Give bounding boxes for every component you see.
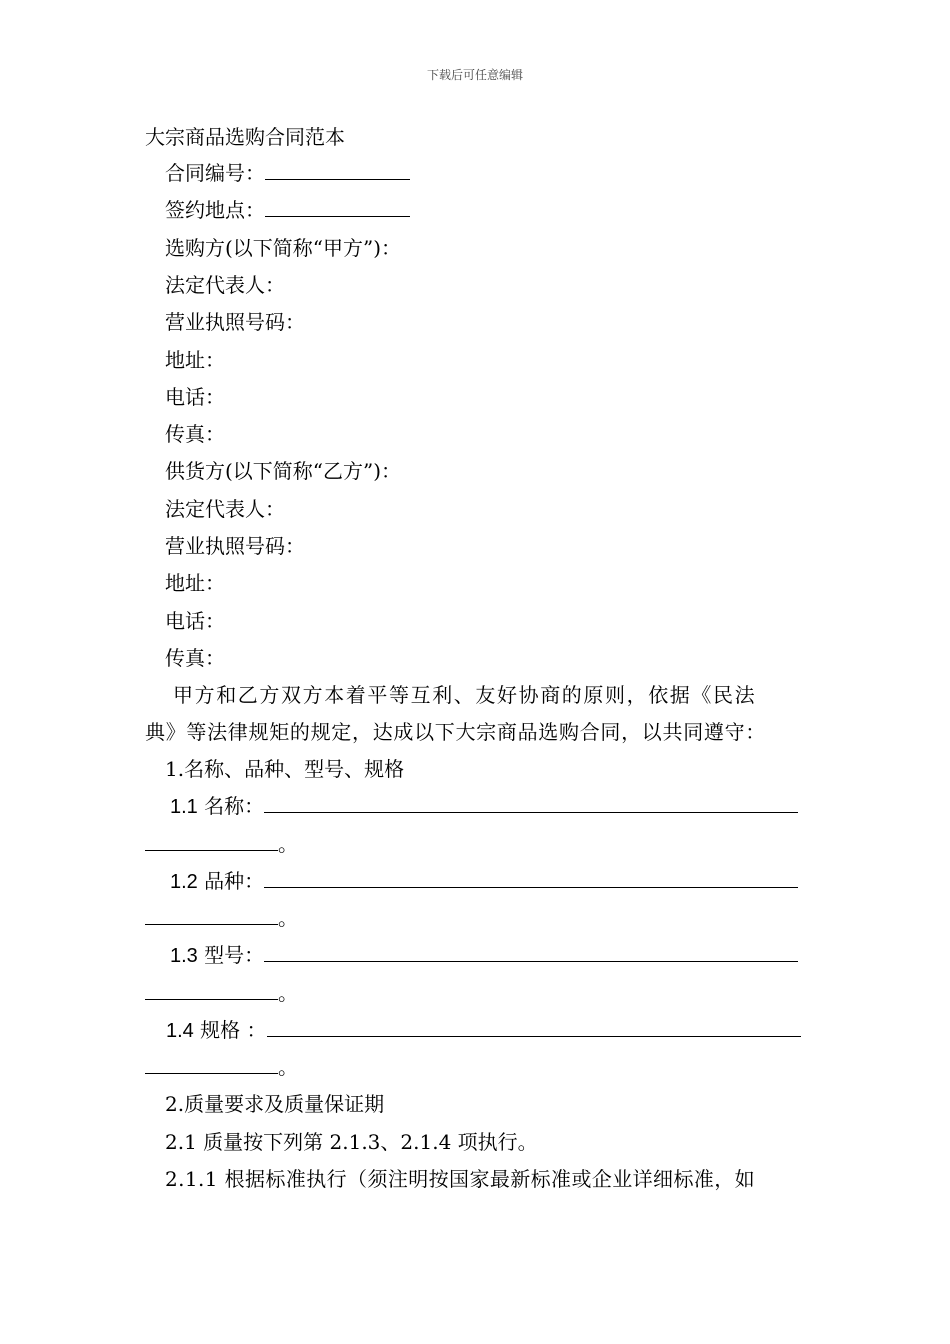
party-a-rep: 法定代表人： xyxy=(165,273,285,297)
fill-blank xyxy=(145,1055,278,1074)
item-1-1-continued xyxy=(145,832,298,856)
period: 。 xyxy=(278,981,298,1005)
fill-blank xyxy=(264,794,798,813)
contract-no-label: 合同编号： xyxy=(165,161,265,185)
preamble-line-2: 典》等法律规矩的规定，达成以下大宗商品选购合同，以共同遵守： xyxy=(145,720,766,744)
item-label: 型号： xyxy=(204,943,265,967)
party-a-address: 地址： xyxy=(165,348,225,372)
item-number: 1.2 xyxy=(170,871,198,893)
period: 。 xyxy=(278,832,298,856)
sign-place-label: 签约地点： xyxy=(165,198,265,222)
party-a-heading: 选购方(以下简称“甲方”)： xyxy=(165,236,402,260)
item-label: 规格 ： xyxy=(200,1018,267,1042)
document-title: 大宗商品选购合同范本 xyxy=(145,125,345,149)
section-1-heading: 1.名称、品种、型号、规格 xyxy=(165,757,405,781)
period: 。 xyxy=(278,906,298,930)
item-number: 1.3 xyxy=(170,945,198,967)
fill-blank xyxy=(145,832,278,851)
party-b-fax: 传真： xyxy=(165,646,225,670)
contract-no-field xyxy=(165,161,410,185)
party-a-phone: 电话： xyxy=(165,385,225,409)
item-number: 1.4 xyxy=(166,1020,194,1042)
item-1-2-continued xyxy=(145,906,298,930)
party-b-rep: 法定代表人： xyxy=(165,497,285,521)
item-1-4 xyxy=(166,1018,801,1043)
item-label: 名称： xyxy=(204,794,265,818)
party-b-heading: 供货方(以下简称“乙方”)： xyxy=(165,459,402,483)
clause-2-1-1: 2.1.1 根据标准执行（须注明按国家最新标准或企业详细标准，如 xyxy=(165,1167,756,1191)
sign-place-field xyxy=(165,198,410,222)
item-1-3-continued xyxy=(145,981,298,1005)
fill-blank xyxy=(264,943,798,962)
fill-blank xyxy=(267,1018,801,1037)
party-a-fax: 传真： xyxy=(165,422,225,446)
item-1-1 xyxy=(170,794,798,819)
party-b-phone: 电话： xyxy=(165,609,225,633)
item-1-2 xyxy=(170,869,798,894)
preamble-line-1: 甲方和乙方双方本着平等互利、友好协商的原则，依据《民法 xyxy=(173,683,757,707)
item-number: 1.1 xyxy=(170,796,198,818)
party-b-address: 地址： xyxy=(165,571,225,595)
party-b-license: 营业执照号码： xyxy=(165,534,305,558)
section-2-heading: 2.质量要求及质量保证期 xyxy=(165,1092,385,1116)
period: 。 xyxy=(278,1055,298,1079)
fill-blank xyxy=(264,869,798,888)
fill-blank xyxy=(145,906,278,925)
item-1-4-continued xyxy=(145,1055,298,1079)
item-label: 品种： xyxy=(204,869,265,893)
header-note: 下载后可任意编辑 xyxy=(426,68,523,82)
clause-2-1: 2.1 质量按下列第 2.1.3、2.1.4 项执行。 xyxy=(165,1130,538,1154)
party-a-license: 营业执照号码： xyxy=(165,310,305,334)
item-1-3 xyxy=(170,943,798,968)
sign-place-blank xyxy=(265,198,410,217)
fill-blank xyxy=(145,981,278,1000)
contract-no-blank xyxy=(265,161,410,180)
